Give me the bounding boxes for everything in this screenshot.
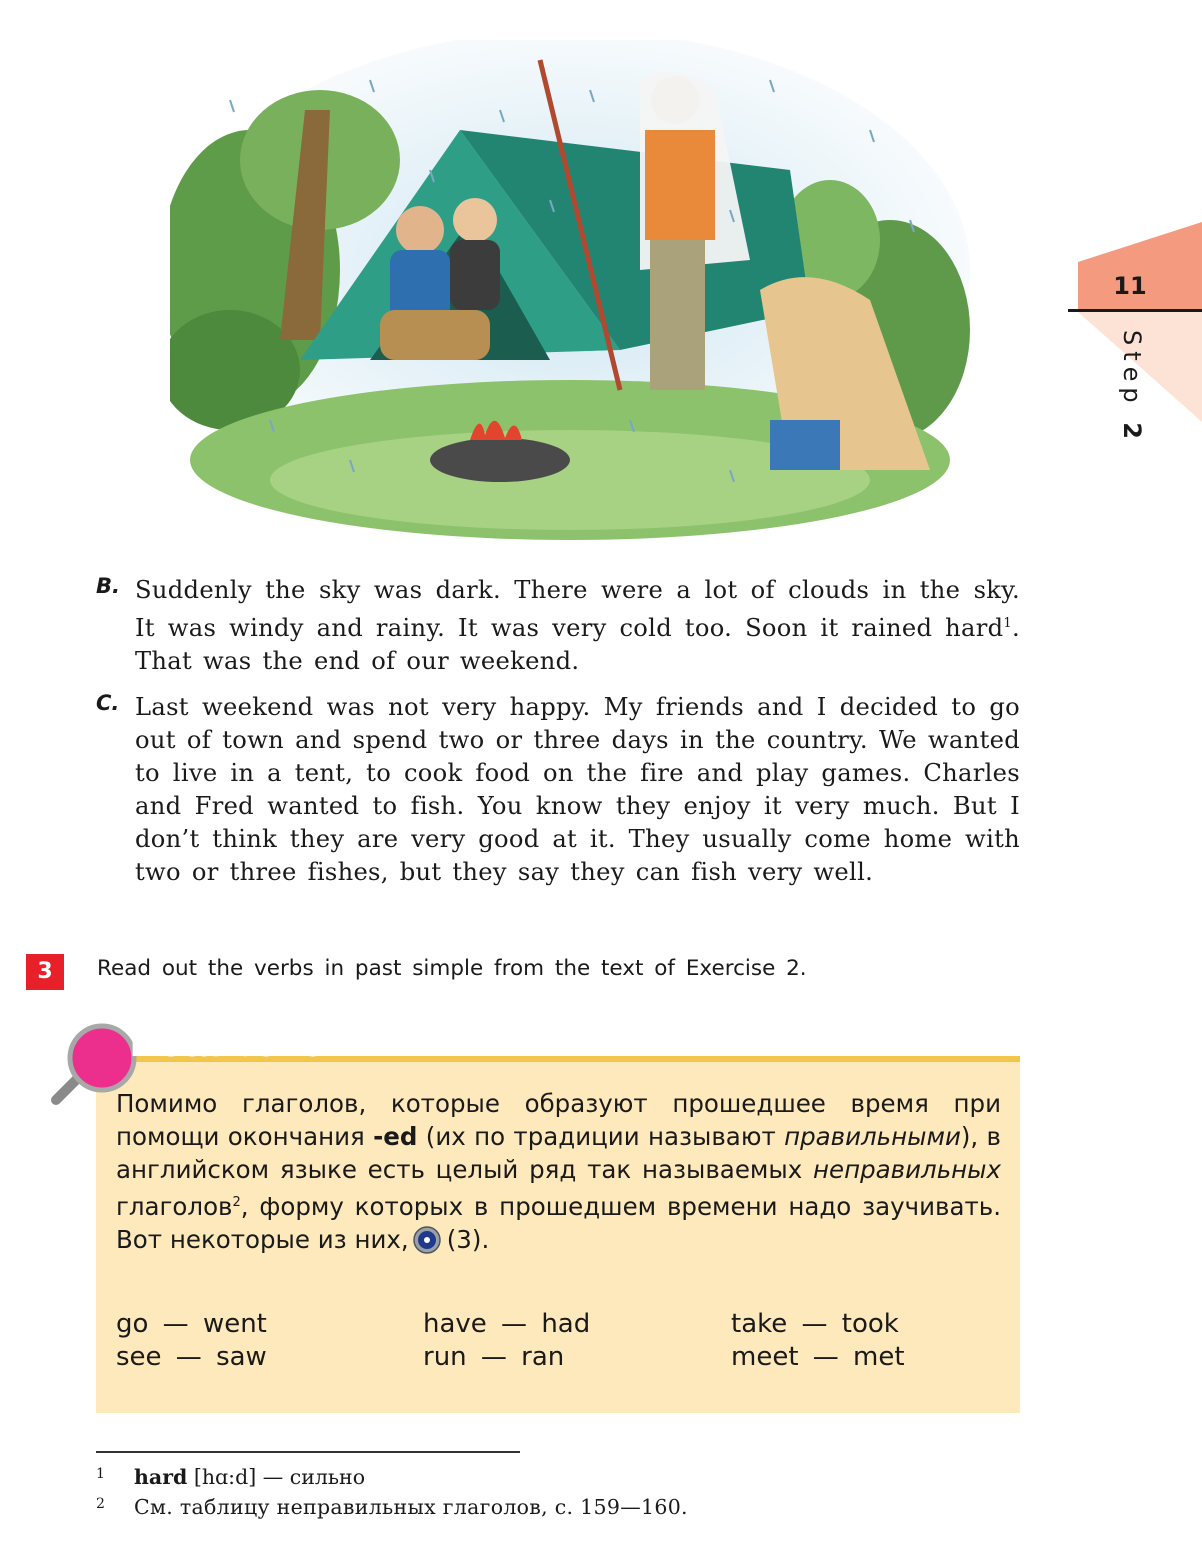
- nota-bene-title-text: Nota bene: [130, 1021, 324, 1064]
- verb-pair: take — took: [731, 1309, 899, 1339]
- nota-bene-text: [116, 1087, 1001, 1256]
- exercise-number-badge: 3: [26, 954, 64, 990]
- audio-track: (3).: [446, 1225, 490, 1255]
- paragraph-letter: B.: [96, 574, 120, 598]
- paragraph-text: [135, 574, 1020, 678]
- verb-pair: run — ran: [423, 1342, 565, 1372]
- footnote-word: hard: [134, 1465, 188, 1489]
- nb-term: неправильных: [813, 1155, 1001, 1184]
- paragraph-letter: C.: [96, 691, 120, 715]
- nb-ending: -ed: [373, 1122, 418, 1151]
- audio-cd-icon[interactable]: [413, 1226, 441, 1254]
- footnote-2: [96, 1495, 688, 1519]
- nb-text-part: ), в английском языке есть целый ряд так называемых: [116, 1122, 1001, 1184]
- section-number: 2: [1118, 422, 1146, 445]
- footnote-text: См. таблицу неправильных глаголов, с. 159—160.: [134, 1495, 688, 1519]
- footnote-divider: [96, 1451, 520, 1453]
- verb-pair: go — went: [116, 1309, 267, 1339]
- exercise-instruction: Read out the verbs in past simple from the text of Exercise 2.: [97, 956, 807, 981]
- section-word: Step: [1118, 330, 1146, 409]
- verb-pair: meet — met: [731, 1342, 905, 1372]
- footnote-number: 1: [96, 1466, 105, 1482]
- paragraph-text-part: Suddenly the sky was dark. There were a lot of clouds in the sky. It was windy and rainy. It was very cold too. Soon it rained hard: [135, 576, 1020, 643]
- footnote-mark: 1: [1003, 616, 1012, 631]
- nb-text-part: (их по традиции называют: [417, 1122, 785, 1151]
- nb-term: правильными: [784, 1122, 961, 1151]
- section-label: [1118, 330, 1146, 450]
- nb-text-part: Помимо глаголов, которые образуют прошедшее время при помощи окончания: [116, 1089, 1001, 1151]
- tab-divider: [1068, 309, 1202, 312]
- nb-text-part: глаголов: [116, 1192, 233, 1222]
- paragraph-text-part: . That was the end of our weekend.: [135, 614, 1020, 676]
- verb-pair: have — had: [423, 1309, 591, 1339]
- page-number: 11: [1113, 272, 1147, 300]
- nota-bene-title: [130, 1020, 330, 1064]
- camping-illustration: [170, 40, 970, 540]
- nb-text-part: , форму которых в прошедшем времени надо заучивать. Вот некоторые из них,: [116, 1192, 1001, 1255]
- paragraph-c: [96, 691, 1020, 889]
- footnote-mark: 2: [232, 1195, 241, 1210]
- paragraph-b: [96, 574, 1020, 678]
- paragraph-text: Last weekend was not very happy. My friends and I decided to go out of town and spend two or three days in the country. We wanted to live in a tent, to cook food on the fire and play games. Charles and Fred wanted to fish. You know they enjoy it very much. But I don’t think they are very good at it. They usually come home with two or three fishes, but they say they can fish very well.: [135, 693, 1020, 886]
- footnote-text: [hɑ:d] — сильно: [187, 1465, 366, 1489]
- verb-pair: see — saw: [116, 1342, 267, 1372]
- footnote-number: 2: [96, 1496, 106, 1512]
- footnote-1: [96, 1465, 365, 1489]
